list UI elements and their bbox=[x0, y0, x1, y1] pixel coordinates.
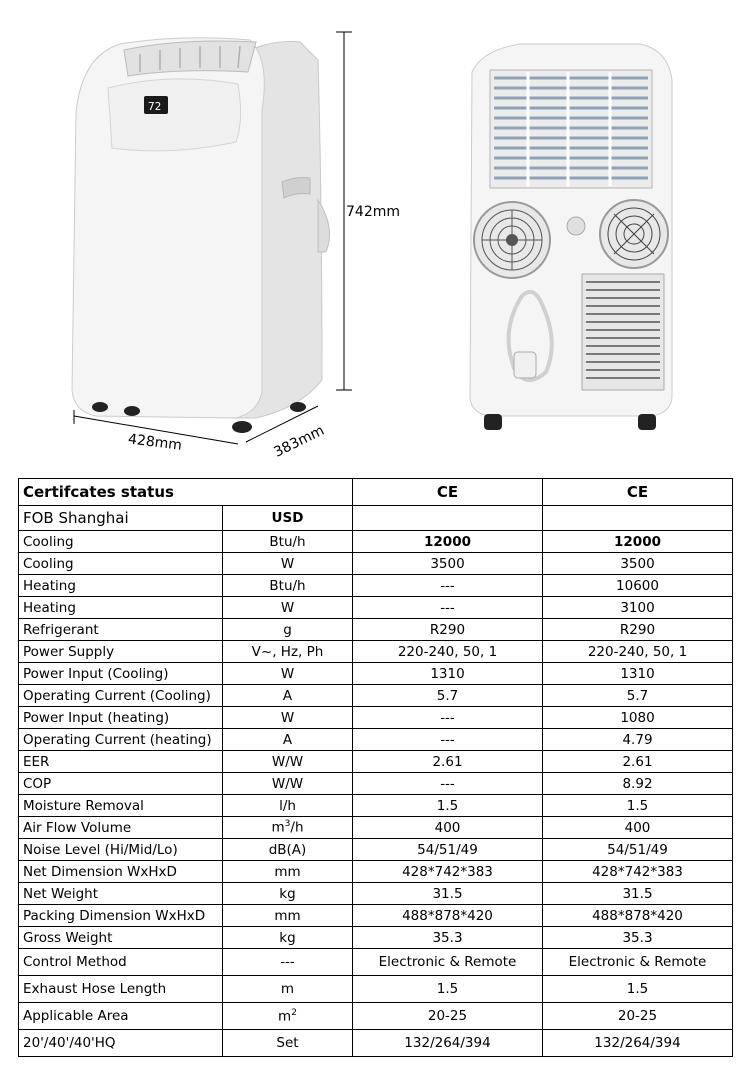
certificate-col1: CE bbox=[353, 479, 543, 506]
spec-value-col1: 2.61 bbox=[353, 751, 543, 773]
spec-unit bbox=[223, 1003, 353, 1030]
spec-value-col2: 428*742*383 bbox=[543, 861, 733, 883]
spec-label: 20'/40'/40'HQ bbox=[19, 1030, 223, 1057]
spec-unit: kg bbox=[223, 927, 353, 949]
spec-value-col1: 1310 bbox=[353, 663, 543, 685]
spec-label: Noise Level (Hi/Mid/Lo) bbox=[19, 839, 223, 861]
spec-label: Moisture Removal bbox=[19, 795, 223, 817]
table-row bbox=[19, 839, 733, 861]
height-label: 742mm bbox=[346, 204, 400, 220]
spec-value-col1: 31.5 bbox=[353, 883, 543, 905]
spec-value-col2: 31.5 bbox=[543, 883, 733, 905]
spec-value-col2: 488*878*420 bbox=[543, 905, 733, 927]
spec-value-col1: --- bbox=[353, 729, 543, 751]
table-row bbox=[19, 641, 733, 663]
spec-label: Power Input (heating) bbox=[19, 707, 223, 729]
table-row bbox=[19, 685, 733, 707]
table-row bbox=[19, 927, 733, 949]
table-row bbox=[19, 883, 733, 905]
spec-value-col1: 5.7 bbox=[353, 685, 543, 707]
spec-label: Air Flow Volume bbox=[19, 817, 223, 839]
spec-label: Cooling bbox=[19, 531, 223, 553]
spec-value-col2: 1.5 bbox=[543, 976, 733, 1003]
spec-unit: V~, Hz, Ph bbox=[223, 641, 353, 663]
spec-label: Heating bbox=[19, 575, 223, 597]
currency-label: USD bbox=[223, 506, 353, 531]
fob-label: FOB Shanghai bbox=[19, 506, 223, 531]
spec-label: Operating Current (Cooling) bbox=[19, 685, 223, 707]
spec-value-col1: --- bbox=[353, 707, 543, 729]
spec-value-col1: --- bbox=[353, 773, 543, 795]
spec-unit: kg bbox=[223, 883, 353, 905]
spec-unit: W/W bbox=[223, 773, 353, 795]
spec-label: Operating Current (heating) bbox=[19, 729, 223, 751]
product-images bbox=[0, 0, 750, 472]
spec-value-col1: 488*878*420 bbox=[353, 905, 543, 927]
spec-label: Packing Dimension WxHxD bbox=[19, 905, 223, 927]
spec-unit: Set bbox=[223, 1030, 353, 1057]
unit-superscript: 3 bbox=[284, 819, 291, 830]
spec-value-col2: 1310 bbox=[543, 663, 733, 685]
spec-label: Cooling bbox=[19, 553, 223, 575]
width-label: 428mm bbox=[127, 431, 183, 454]
spec-label: Applicable Area bbox=[19, 1003, 223, 1030]
spec-value-col1: 3500 bbox=[353, 553, 543, 575]
table-subheader-row bbox=[19, 506, 733, 531]
product-illustration bbox=[0, 0, 750, 472]
spec-label: Refrigerant bbox=[19, 619, 223, 641]
spec-value-col1: Electronic & Remote bbox=[353, 949, 543, 976]
table-row bbox=[19, 1030, 733, 1057]
spec-unit: W/W bbox=[223, 751, 353, 773]
spec-unit: mm bbox=[223, 861, 353, 883]
spec-unit: g bbox=[223, 619, 353, 641]
spec-value-col2: 20-25 bbox=[543, 1003, 733, 1030]
back-unit-image bbox=[470, 44, 672, 430]
depth-label: 383mm bbox=[271, 422, 327, 461]
price-col2 bbox=[543, 506, 733, 531]
unit-base: m bbox=[271, 819, 285, 836]
spec-value-col2: 4.79 bbox=[543, 729, 733, 751]
spec-value-col2: 5.7 bbox=[543, 685, 733, 707]
spec-label: Heating bbox=[19, 597, 223, 619]
spec-unit: m bbox=[223, 976, 353, 1003]
price-col1 bbox=[353, 506, 543, 531]
unit-base: m bbox=[278, 1008, 292, 1025]
height-dimension bbox=[336, 32, 400, 390]
spec-value-col1: 428*742*383 bbox=[353, 861, 543, 883]
spec-value-col2: R290 bbox=[543, 619, 733, 641]
table-row bbox=[19, 817, 733, 839]
table-row bbox=[19, 597, 733, 619]
spec-unit: W bbox=[223, 553, 353, 575]
spec-label: Exhaust Hose Length bbox=[19, 976, 223, 1003]
spec-unit: --- bbox=[223, 949, 353, 976]
unit-superscript: 2 bbox=[291, 1007, 297, 1018]
table-header-row bbox=[19, 479, 733, 506]
spec-value-col2: 1.5 bbox=[543, 795, 733, 817]
spec-value-col2: 54/51/49 bbox=[543, 839, 733, 861]
spec-value-col2: 8.92 bbox=[543, 773, 733, 795]
spec-value-col2: Electronic & Remote bbox=[543, 949, 733, 976]
spec-unit: Btu/h bbox=[223, 575, 353, 597]
spec-value-col1: 54/51/49 bbox=[353, 839, 543, 861]
spec-unit: W bbox=[223, 707, 353, 729]
spec-label: EER bbox=[19, 751, 223, 773]
table-row bbox=[19, 575, 733, 597]
table-row bbox=[19, 905, 733, 927]
table-row bbox=[19, 707, 733, 729]
spec-value-col1: 20-25 bbox=[353, 1003, 543, 1030]
spec-unit: A bbox=[223, 729, 353, 751]
spec-label: Gross Weight bbox=[19, 927, 223, 949]
spec-value-col1: 132/264/394 bbox=[353, 1030, 543, 1057]
spec-value-col2: 3500 bbox=[543, 553, 733, 575]
spec-unit: mm bbox=[223, 905, 353, 927]
spec-value-col2: 220-240, 50, 1 bbox=[543, 641, 733, 663]
spec-value-col1: 1.5 bbox=[353, 795, 543, 817]
spec-value-col1: 400 bbox=[353, 817, 543, 839]
table-row bbox=[19, 663, 733, 685]
table-row bbox=[19, 553, 733, 575]
spec-label: Power Supply bbox=[19, 641, 223, 663]
table-row bbox=[19, 795, 733, 817]
spec-table bbox=[18, 478, 733, 1057]
unit-suffix: /h bbox=[290, 819, 304, 836]
table-row bbox=[19, 751, 733, 773]
spec-label: COP bbox=[19, 773, 223, 795]
table-row bbox=[19, 1003, 733, 1030]
table-row bbox=[19, 861, 733, 883]
spec-unit: Btu/h bbox=[223, 531, 353, 553]
spec-unit: A bbox=[223, 685, 353, 707]
spec-value-col1: 12000 bbox=[353, 531, 543, 553]
spec-value-col2: 400 bbox=[543, 817, 733, 839]
spec-value-col2: 3100 bbox=[543, 597, 733, 619]
certificates-label: Certifcates status bbox=[19, 479, 353, 506]
svg-text:72: 72 bbox=[148, 100, 162, 113]
spec-value-col2: 132/264/394 bbox=[543, 1030, 733, 1057]
spec-unit: W bbox=[223, 597, 353, 619]
spec-value-col1: 35.3 bbox=[353, 927, 543, 949]
spec-value-col2: 12000 bbox=[543, 531, 733, 553]
spec-value-col1: R290 bbox=[353, 619, 543, 641]
spec-label: Power Input (Cooling) bbox=[19, 663, 223, 685]
spec-label: Control Method bbox=[19, 949, 223, 976]
spec-value-col1: --- bbox=[353, 575, 543, 597]
spec-value-col2: 2.61 bbox=[543, 751, 733, 773]
table-row bbox=[19, 619, 733, 641]
table-row bbox=[19, 729, 733, 751]
spec-unit bbox=[223, 817, 353, 839]
spec-label: Net Weight bbox=[19, 883, 223, 905]
table-row bbox=[19, 976, 733, 1003]
spec-value-col1: 1.5 bbox=[353, 976, 543, 1003]
spec-label: Net Dimension WxHxD bbox=[19, 861, 223, 883]
table-row bbox=[19, 773, 733, 795]
spec-value-col1: 220-240, 50, 1 bbox=[353, 641, 543, 663]
front-unit-image bbox=[72, 38, 330, 433]
spec-value-col2: 1080 bbox=[543, 707, 733, 729]
spec-unit: l/h bbox=[223, 795, 353, 817]
spec-value-col1: --- bbox=[353, 597, 543, 619]
spec-unit: W bbox=[223, 663, 353, 685]
spec-value-col2: 35.3 bbox=[543, 927, 733, 949]
table-row bbox=[19, 949, 733, 976]
table-row bbox=[19, 531, 733, 553]
certificate-col2: CE bbox=[543, 479, 733, 506]
spec-unit: dB(A) bbox=[223, 839, 353, 861]
spec-value-col2: 10600 bbox=[543, 575, 733, 597]
